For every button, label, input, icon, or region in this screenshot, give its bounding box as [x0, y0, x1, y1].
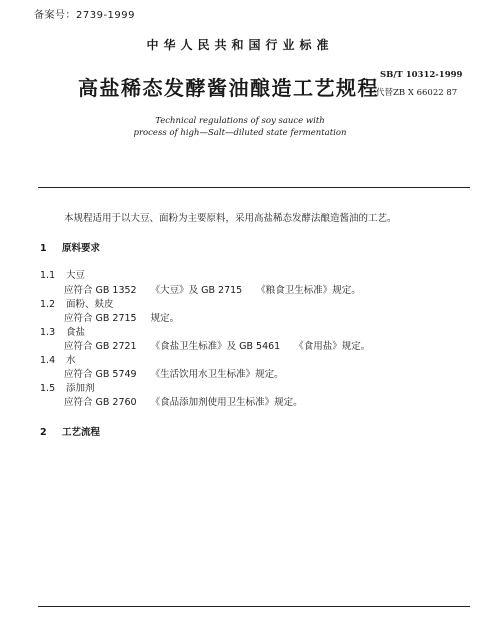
subsection-title: 水	[66, 355, 76, 366]
requirement-reference: 《食用盐》规定。	[294, 341, 371, 352]
section-number: 2	[40, 427, 47, 438]
requirement-reference: 规定。	[150, 313, 180, 324]
subsection-heading	[40, 352, 76, 366]
subsection-heading	[40, 380, 95, 394]
subsection-number: 1.1	[40, 270, 56, 281]
scope-paragraph: 本规程适用于以大豆、面粉为主要原料，采用高盐稀态发酵法酿造酱油的工艺。	[64, 213, 397, 224]
requirement-reference: 《食盐卫生标准》及 GB 5461	[150, 341, 281, 352]
subsection-number: 1.5	[40, 383, 56, 394]
requirement-text: 应符合 GB 2760	[64, 397, 137, 408]
requirement-line	[64, 282, 361, 296]
requirement-text: 应符合 GB 2715	[64, 313, 137, 324]
requirement-text: 应符合 GB 5749	[64, 369, 137, 380]
section-heading-1	[40, 240, 100, 254]
subsection-title: 大豆	[66, 270, 86, 281]
document-title: 高盐稀态发酵酱油酿造工艺规程	[78, 76, 379, 100]
requirement-reference: 《食品添加剂使用卫生标准》规定。	[150, 397, 303, 408]
subsection-title: 食盐	[66, 327, 86, 338]
header-divider	[38, 187, 470, 188]
section-number: 1	[40, 243, 47, 254]
subsection-title: 添加剂	[66, 383, 95, 394]
requirement-line	[64, 338, 370, 352]
section-title: 原料要求	[62, 243, 101, 254]
subsection-number: 1.2	[40, 299, 56, 310]
subsection-heading	[40, 267, 85, 281]
record-number: 备案号：2739-1999	[34, 10, 136, 21]
requirement-line	[64, 310, 179, 324]
standard-code: SB/T 10312-1999	[380, 70, 463, 80]
subsection-number: 1.4	[40, 355, 56, 366]
footer-divider	[38, 606, 470, 607]
subsection-heading	[40, 296, 114, 310]
subsection-heading	[40, 324, 85, 338]
subsection-number: 1.3	[40, 327, 56, 338]
requirement-reference: 《大豆》及 GB 2715	[150, 285, 243, 296]
industry-standard-label: 中华人民共和国行业标准	[146, 38, 334, 52]
requirement-text: 应符合 GB 1352	[64, 285, 137, 296]
section-title: 工艺流程	[62, 427, 101, 438]
english-title-line-1: Technical regulations of soy sauce with	[155, 116, 325, 126]
english-title-line-2: process of high—Salt—diluted state fermentation	[133, 128, 347, 138]
subsection-title: 面粉、麸皮	[66, 299, 114, 310]
requirement-text: 应符合 GB 2721	[64, 341, 137, 352]
requirement-line	[64, 366, 284, 380]
section-heading-2	[40, 424, 100, 438]
requirement-reference: 《粮食卫生标准》规定。	[256, 285, 361, 296]
replaces-code: 代替ZB X 66022 87	[376, 88, 458, 98]
requirement-reference: 《生活饮用水卫生标准》规定。	[150, 369, 284, 380]
requirement-line	[64, 394, 303, 408]
